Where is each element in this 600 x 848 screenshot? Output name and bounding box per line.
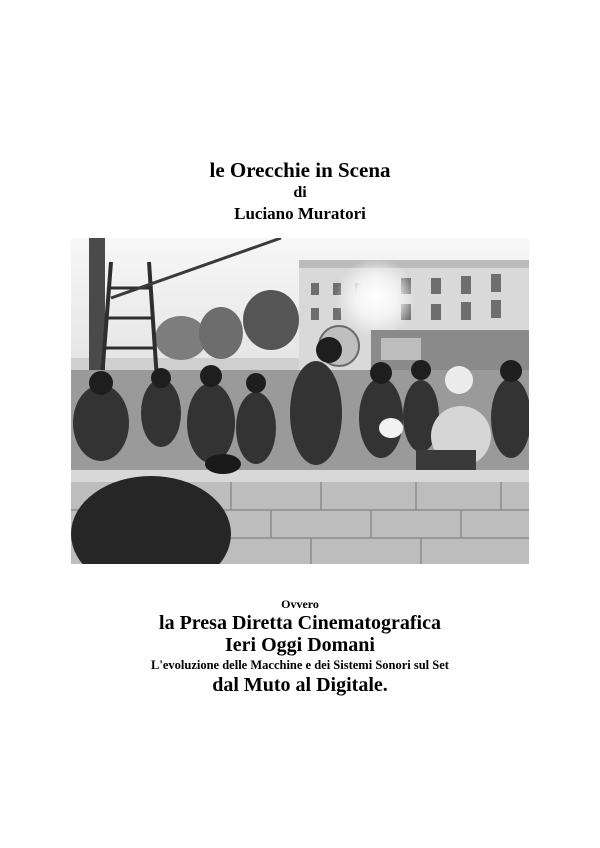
subtitle-block	[0, 596, 600, 696]
book-title: le Orecchie in Scena	[209, 158, 391, 182]
subtitle-line-3: L'evoluzione delle Macchine e dei Sistemi Sonori sul Set	[151, 658, 449, 672]
author-name: Luciano Muratori	[234, 204, 366, 223]
subtitle-line-2: Ieri Oggi Domani	[225, 634, 375, 656]
title-block	[0, 157, 600, 225]
cover-photo	[71, 238, 529, 564]
subtitle-line-1: la Presa Diretta Cinematografica	[159, 612, 441, 634]
subtitle-line-4: dal Muto al Digitale.	[212, 674, 388, 696]
by-label: di	[293, 184, 307, 201]
ovvero-label: Ovvero	[281, 597, 319, 611]
